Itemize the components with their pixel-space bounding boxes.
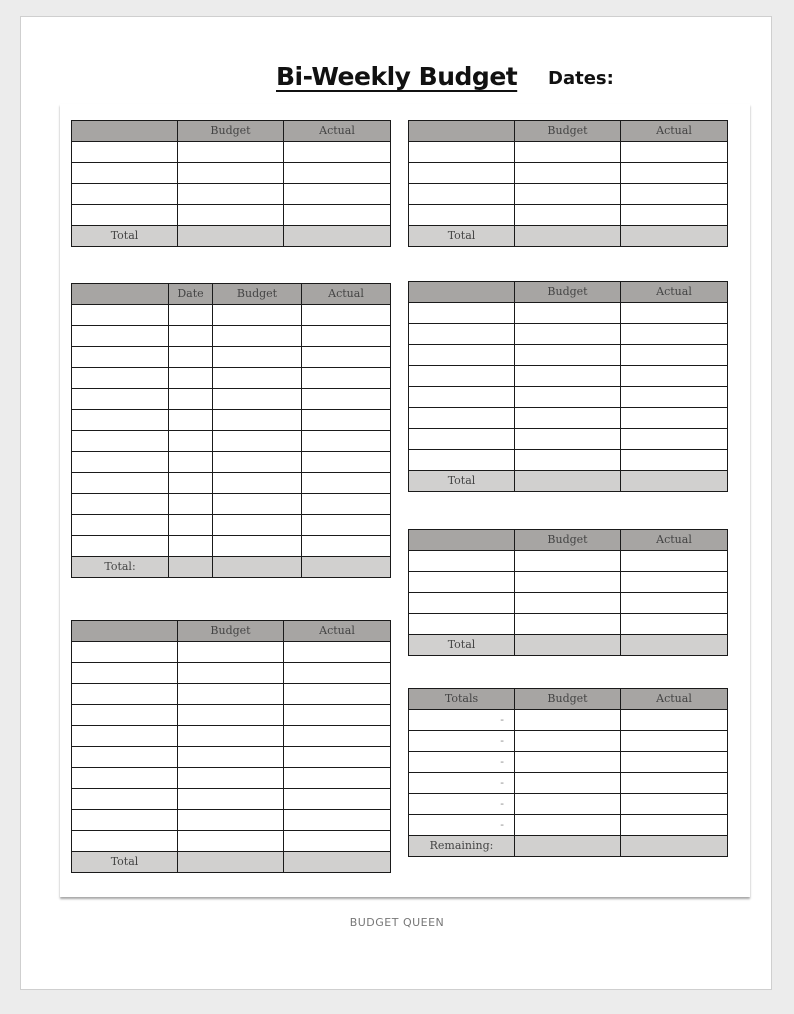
table-row	[409, 572, 728, 593]
entry-cell[interactable]: -	[409, 710, 515, 731]
entry-cell[interactable]	[213, 452, 302, 473]
entry-cell[interactable]	[169, 326, 213, 347]
entry-cell[interactable]	[178, 726, 284, 747]
budget-table-top-left	[71, 120, 391, 247]
entry-cell[interactable]	[515, 710, 621, 731]
entry-cell[interactable]	[72, 684, 178, 705]
entry-cell[interactable]	[621, 387, 728, 408]
entry-cell[interactable]	[284, 184, 391, 205]
table-row	[409, 593, 728, 614]
table-row	[72, 684, 391, 705]
table-row	[72, 536, 391, 557]
column-header: Actual	[621, 121, 728, 142]
entry-cell[interactable]	[213, 347, 302, 368]
total-row	[409, 635, 728, 656]
entry-cell[interactable]	[621, 710, 728, 731]
entry-cell[interactable]	[284, 205, 391, 226]
entry-cell[interactable]	[72, 389, 169, 410]
header-row	[409, 530, 728, 551]
entry-cell[interactable]	[72, 642, 178, 663]
entry-cell[interactable]	[302, 347, 391, 368]
entry-cell[interactable]	[621, 205, 728, 226]
column-header	[72, 121, 178, 142]
entry-cell[interactable]	[169, 347, 213, 368]
total-label: Total	[409, 471, 515, 492]
total-cell[interactable]	[302, 557, 391, 578]
total-label: Total	[409, 635, 515, 656]
entry-cell[interactable]	[169, 410, 213, 431]
entry-cell[interactable]	[72, 305, 169, 326]
table-row	[409, 752, 728, 773]
entry-cell[interactable]	[72, 768, 178, 789]
entry-cell[interactable]	[621, 551, 728, 572]
entry-cell[interactable]	[213, 410, 302, 431]
total-cell[interactable]	[284, 852, 391, 873]
header-row	[409, 689, 728, 710]
entry-cell[interactable]	[72, 410, 169, 431]
column-header	[409, 530, 515, 551]
table-row	[409, 773, 728, 794]
total-cell[interactable]	[178, 852, 284, 873]
entry-cell[interactable]	[621, 731, 728, 752]
entry-cell[interactable]	[284, 163, 391, 184]
entry-cell[interactable]	[302, 305, 391, 326]
entry-cell[interactable]	[515, 429, 621, 450]
entry-cell[interactable]	[621, 794, 728, 815]
entry-cell[interactable]	[409, 184, 515, 205]
total-row	[72, 557, 391, 578]
table-row	[72, 705, 391, 726]
entry-cell[interactable]	[621, 752, 728, 773]
column-header: Totals	[409, 689, 515, 710]
entry-cell[interactable]	[515, 572, 621, 593]
entry-cell[interactable]	[621, 429, 728, 450]
total-cell[interactable]	[621, 226, 728, 247]
entry-cell[interactable]	[409, 593, 515, 614]
column-header	[409, 282, 515, 303]
table-row	[72, 431, 391, 452]
entry-cell[interactable]	[169, 431, 213, 452]
table-row	[72, 142, 391, 163]
column-header: Budget	[178, 121, 284, 142]
entry-cell[interactable]	[169, 389, 213, 410]
entry-cell[interactable]	[621, 450, 728, 471]
entry-cell[interactable]	[72, 831, 178, 852]
table-row	[409, 450, 728, 471]
entry-cell[interactable]	[621, 572, 728, 593]
column-header	[72, 621, 178, 642]
entry-cell[interactable]	[515, 303, 621, 324]
entry-cell[interactable]	[409, 408, 515, 429]
budget-table-bottom-left	[71, 620, 391, 873]
table-row	[409, 387, 728, 408]
column-header: Budget	[178, 621, 284, 642]
table-row	[409, 408, 728, 429]
entry-cell[interactable]	[178, 747, 284, 768]
entry-cell[interactable]	[302, 536, 391, 557]
total-cell[interactable]	[621, 836, 728, 857]
table-row	[72, 163, 391, 184]
entry-cell[interactable]	[72, 726, 178, 747]
dates-label: Dates:	[548, 68, 614, 89]
total-label: Remaining:	[409, 836, 515, 857]
entry-cell[interactable]	[515, 142, 621, 163]
table-row	[72, 789, 391, 810]
entry-cell[interactable]	[72, 810, 178, 831]
total-label: Total	[72, 226, 178, 247]
entry-cell[interactable]: -	[409, 773, 515, 794]
table-row	[72, 205, 391, 226]
total-row	[409, 471, 728, 492]
table-row	[409, 551, 728, 572]
entry-cell[interactable]	[178, 789, 284, 810]
entry-cell[interactable]	[213, 431, 302, 452]
entry-cell[interactable]	[169, 305, 213, 326]
table-row	[409, 366, 728, 387]
table-row	[72, 515, 391, 536]
entry-cell[interactable]	[284, 831, 391, 852]
entry-cell[interactable]	[72, 347, 169, 368]
column-header: Actual	[621, 689, 728, 710]
column-header: Actual	[284, 121, 391, 142]
entry-cell[interactable]	[409, 303, 515, 324]
entry-cell[interactable]	[284, 747, 391, 768]
table-row	[72, 473, 391, 494]
entry-cell[interactable]	[515, 450, 621, 471]
total-cell[interactable]	[284, 226, 391, 247]
table-row	[409, 142, 728, 163]
entry-cell[interactable]	[515, 773, 621, 794]
entry-cell[interactable]	[284, 142, 391, 163]
entry-cell[interactable]: -	[409, 815, 515, 836]
total-cell[interactable]	[621, 471, 728, 492]
entry-cell[interactable]	[515, 752, 621, 773]
entry-cell[interactable]	[178, 684, 284, 705]
total-row	[409, 226, 728, 247]
header-row	[72, 284, 391, 305]
table-row	[72, 642, 391, 663]
table-row	[409, 794, 728, 815]
budget-table-top-right	[408, 120, 728, 247]
total-cell[interactable]	[515, 471, 621, 492]
entry-cell[interactable]	[72, 142, 178, 163]
entry-cell[interactable]	[169, 473, 213, 494]
column-header: Budget	[515, 530, 621, 551]
entry-cell[interactable]	[302, 515, 391, 536]
entry-cell[interactable]	[213, 494, 302, 515]
entry-cell[interactable]	[302, 410, 391, 431]
budget-table-lower-right	[408, 529, 728, 656]
entry-cell[interactable]	[178, 831, 284, 852]
entry-cell[interactable]	[72, 494, 169, 515]
entry-cell[interactable]	[621, 345, 728, 366]
entry-cell[interactable]	[302, 431, 391, 452]
entry-cell[interactable]	[72, 536, 169, 557]
entry-cell[interactable]	[409, 614, 515, 635]
entry-cell[interactable]	[72, 163, 178, 184]
entry-cell[interactable]	[409, 450, 515, 471]
entry-cell[interactable]	[178, 768, 284, 789]
entry-cell[interactable]	[621, 815, 728, 836]
entry-cell[interactable]	[621, 773, 728, 794]
entry-cell[interactable]	[169, 536, 213, 557]
entry-cell[interactable]	[178, 142, 284, 163]
entry-cell[interactable]	[515, 205, 621, 226]
entry-cell[interactable]	[178, 810, 284, 831]
entry-cell[interactable]	[515, 815, 621, 836]
table-row	[72, 326, 391, 347]
total-cell[interactable]	[621, 635, 728, 656]
entry-cell[interactable]	[178, 642, 284, 663]
table-row	[409, 614, 728, 635]
entry-cell[interactable]	[409, 142, 515, 163]
entry-cell[interactable]	[72, 431, 169, 452]
entry-cell[interactable]	[515, 593, 621, 614]
entry-cell[interactable]	[515, 794, 621, 815]
table-row	[72, 305, 391, 326]
total-cell[interactable]	[169, 557, 213, 578]
entry-cell[interactable]	[178, 705, 284, 726]
entry-cell[interactable]	[284, 663, 391, 684]
entry-cell[interactable]	[169, 515, 213, 536]
entry-cell[interactable]	[621, 184, 728, 205]
entry-cell[interactable]	[621, 593, 728, 614]
entry-cell[interactable]	[72, 326, 169, 347]
entry-cell[interactable]	[178, 663, 284, 684]
column-header: Actual	[621, 282, 728, 303]
entry-cell[interactable]	[409, 572, 515, 593]
entry-cell[interactable]	[621, 163, 728, 184]
entry-cell[interactable]	[284, 642, 391, 663]
entry-cell[interactable]	[515, 614, 621, 635]
total-cell[interactable]	[515, 226, 621, 247]
table-row	[409, 184, 728, 205]
entry-cell[interactable]	[72, 515, 169, 536]
column-header	[409, 121, 515, 142]
entry-cell[interactable]	[621, 408, 728, 429]
entry-cell[interactable]	[409, 366, 515, 387]
entry-cell[interactable]	[302, 368, 391, 389]
table-row	[72, 452, 391, 473]
entry-cell[interactable]	[178, 184, 284, 205]
totals-table	[408, 688, 728, 857]
entry-cell[interactable]	[302, 452, 391, 473]
total-cell[interactable]	[178, 226, 284, 247]
entry-cell[interactable]	[302, 389, 391, 410]
entry-cell[interactable]	[621, 142, 728, 163]
entry-cell[interactable]: -	[409, 794, 515, 815]
entry-cell[interactable]	[515, 408, 621, 429]
entry-cell[interactable]	[621, 614, 728, 635]
header-row	[72, 621, 391, 642]
total-label: Total	[72, 852, 178, 873]
total-cell[interactable]	[213, 557, 302, 578]
entry-cell[interactable]	[213, 326, 302, 347]
table-row	[409, 303, 728, 324]
entry-cell[interactable]	[72, 747, 178, 768]
table-row	[72, 368, 391, 389]
table-row	[72, 494, 391, 515]
entry-cell[interactable]	[284, 810, 391, 831]
table-row	[409, 815, 728, 836]
table-row	[72, 410, 391, 431]
column-header: Budget	[515, 689, 621, 710]
entry-cell[interactable]	[515, 366, 621, 387]
entry-cell[interactable]	[515, 345, 621, 366]
table-row	[409, 731, 728, 752]
total-label: Total	[409, 226, 515, 247]
column-header: Actual	[621, 530, 728, 551]
header-row	[72, 121, 391, 142]
entry-cell[interactable]: -	[409, 731, 515, 752]
entry-cell[interactable]	[284, 705, 391, 726]
table-row	[72, 726, 391, 747]
entry-cell[interactable]	[621, 324, 728, 345]
entry-cell[interactable]	[284, 789, 391, 810]
entry-cell[interactable]	[409, 387, 515, 408]
entry-cell[interactable]	[72, 789, 178, 810]
entry-cell[interactable]	[409, 163, 515, 184]
entry-cell[interactable]	[178, 205, 284, 226]
table-row	[72, 389, 391, 410]
footer-brand: BUDGET QUEEN	[349, 916, 445, 929]
entry-cell[interactable]	[213, 536, 302, 557]
entry-cell[interactable]	[515, 163, 621, 184]
entry-cell[interactable]	[302, 473, 391, 494]
total-row	[72, 852, 391, 873]
entry-cell[interactable]	[213, 368, 302, 389]
table-row	[409, 345, 728, 366]
entry-cell[interactable]	[621, 366, 728, 387]
total-row	[72, 226, 391, 247]
entry-cell[interactable]	[72, 184, 178, 205]
page-title: Bi-Weekly Budget	[276, 62, 518, 91]
entry-cell[interactable]	[213, 473, 302, 494]
entry-cell[interactable]: -	[409, 752, 515, 773]
column-header: Budget	[515, 282, 621, 303]
entry-cell[interactable]	[409, 324, 515, 345]
column-header: Date	[169, 284, 213, 305]
entry-cell[interactable]	[621, 303, 728, 324]
entry-cell[interactable]	[178, 163, 284, 184]
entry-cell[interactable]	[409, 345, 515, 366]
total-row	[409, 836, 728, 857]
entry-cell[interactable]	[213, 389, 302, 410]
table-row	[409, 324, 728, 345]
entry-cell[interactable]	[302, 326, 391, 347]
entry-cell[interactable]	[284, 726, 391, 747]
column-header	[72, 284, 169, 305]
entry-cell[interactable]	[284, 684, 391, 705]
table-row	[72, 810, 391, 831]
column-header: Actual	[284, 621, 391, 642]
total-cell[interactable]	[515, 836, 621, 857]
column-header: Budget	[515, 121, 621, 142]
entry-cell[interactable]	[72, 368, 169, 389]
dated-expense-table	[71, 283, 391, 578]
entry-cell[interactable]	[72, 473, 169, 494]
entry-cell[interactable]	[409, 205, 515, 226]
table-row	[72, 663, 391, 684]
entry-cell[interactable]	[213, 515, 302, 536]
entry-cell[interactable]	[302, 494, 391, 515]
table-row	[409, 710, 728, 731]
entry-cell[interactable]	[409, 551, 515, 572]
total-cell[interactable]	[515, 635, 621, 656]
total-label: Total:	[72, 557, 169, 578]
entry-cell[interactable]	[169, 452, 213, 473]
column-header: Actual	[302, 284, 391, 305]
entry-cell[interactable]	[515, 551, 621, 572]
entry-cell[interactable]	[409, 429, 515, 450]
entry-cell[interactable]	[515, 184, 621, 205]
entry-cell[interactable]	[72, 452, 169, 473]
header-row	[409, 282, 728, 303]
entry-cell[interactable]	[72, 663, 178, 684]
entry-cell[interactable]	[72, 205, 178, 226]
budget-table-middle-right	[408, 281, 728, 492]
table-row	[72, 747, 391, 768]
entry-cell[interactable]	[515, 731, 621, 752]
table-row	[409, 205, 728, 226]
header-row	[409, 121, 728, 142]
entry-cell[interactable]	[515, 324, 621, 345]
table-row	[409, 429, 728, 450]
table-row	[409, 163, 728, 184]
entry-cell[interactable]	[169, 368, 213, 389]
entry-cell[interactable]	[213, 305, 302, 326]
entry-cell[interactable]	[72, 705, 178, 726]
column-header: Budget	[213, 284, 302, 305]
entry-cell[interactable]	[169, 494, 213, 515]
entry-cell[interactable]	[515, 387, 621, 408]
entry-cell[interactable]	[284, 768, 391, 789]
table-row	[72, 347, 391, 368]
table-row	[72, 768, 391, 789]
table-row	[72, 184, 391, 205]
table-row	[72, 831, 391, 852]
